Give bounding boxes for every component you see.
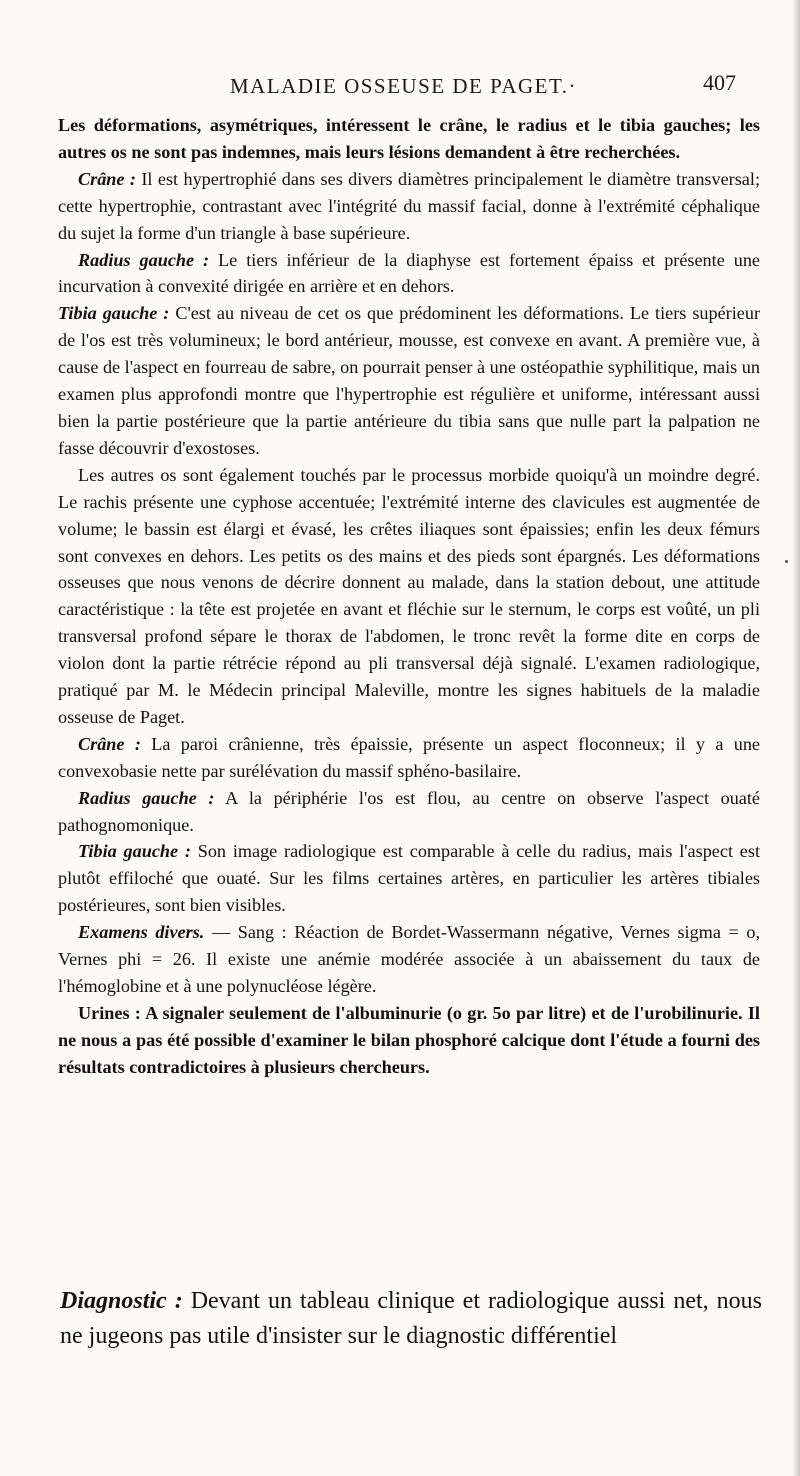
diagnostic-section — [60, 1284, 762, 1354]
paragraph-label: Radius gauche : — [78, 787, 215, 808]
paragraph-autres-os — [58, 462, 760, 731]
paragraph-label: Tibia gauche : — [58, 303, 170, 324]
page-edge-shadow — [792, 0, 800, 1476]
paragraph-label: Crâne : — [78, 733, 141, 754]
paragraph-text: Les déformations, asymétriques, intéressent le crâne, le radius et le tibia gauches; les autres os ne sont pas indemnes, mais leurs lésions demandent à être recherchées. — [58, 115, 760, 162]
paragraph-examens — [58, 919, 760, 1000]
paragraph-radio-crane — [58, 731, 760, 785]
paragraph-crane — [58, 166, 760, 247]
paragraph-radio-tibia — [58, 838, 760, 919]
paragraph-label: Radius gauche : — [78, 249, 210, 270]
paragraph-text: Son image radiologique est comparable à celle du radius, mais l'aspect est plutôt effiloché que ouaté. Sur les films certaines artères, en particulier les artères tibiales postérieures, sont bien visibles. — [58, 841, 760, 916]
paragraph-radius — [58, 247, 760, 301]
paragraph-text: Les autres os sont également touchés par le processus morbide quoiqu'à un moindre degré. Le rachis présente une cyphose accentuée; l'extrémité interne des clavicules est augmentée de volume; le bassin est élargi et évasé, les crêtes iliaques sont épaissies; enfin les deux fémurs sont convexes en dehors. Les petits os des mains et des pieds sont épargnés. Les déformations osseuses que nous venons de décrire donnent au malade, dans la station debout, une attitude caractéristique : la tête est projetée en avant et fléchie sur le sternum, le corps est voûté, un pli transversal profond sépare le thorax de l'abdomen, le tronc revêt la forme dite en corps de violon dont la partie rétrécie répond au pli transversal déjà signalé. L'examen radiologique, pratiqué par M. le Médecin principal Maleville, montre les signes habituels de la maladie osseuse de Paget. — [58, 464, 760, 727]
running-title: MALADIE OSSEUSE DE PAGET.· — [230, 74, 578, 98]
paragraph-label: Examens divers. — [78, 922, 205, 943]
paragraph-text: A la périphérie l'os est flou, au centre on observe l'aspect ouaté pathognomonique. — [58, 787, 761, 835]
paragraph-deformations — [58, 112, 760, 166]
page-number: 407 — [703, 70, 736, 95]
paragraph-text: Il est hypertrophié dans ses divers diamètres principalement le diamètre transversal; cette hypertrophie, contrastant avec l'intégrité du massif facial, donne à l'extrémité céphalique du sujet la forme d'un triangle à base supérieure. — [58, 168, 760, 243]
paragraph-text: — Sang : Réaction de Bordet-Wassermann négative, Vernes sigma = o, Vernes phi = 26. Il existe une anémie modérée associée à un abaissement du taux de l'hémoglobine et à une polynucléose légère. — [58, 922, 760, 996]
paragraph-text: C'est au niveau de cet os que prédominent les déformations. Le tiers supérieur de l'os est très volumineux; le bord antérieur, mousse, est convexe en avant. A première vue, à cause de l'aspect en fourreau de sabre, on pourrait penser à une ostéopathie syphilitique, mais un examen plus approfondi montre que l'hypertrophie est régulière et uniforme, intéressant aussi bien la partie postérieure que la partie antérieure du tibia sans que nulle part la palpation ne fasse découvrir d'exostoses. — [58, 303, 760, 458]
diagnostic-text: Devant un tableau clinique et radiologique aussi net, nous ne jugeons pas utile d'insister sur le diagnostic différentiel — [60, 1288, 763, 1349]
paragraph-tibia — [58, 300, 760, 461]
body-text — [58, 112, 760, 1081]
paragraph-text: Le tiers inférieur de la diaphyse est fortement épaiss et présente une incurvation à convexité dirigée en arrière et en dehors. — [58, 249, 761, 297]
paragraph-text: La paroi crânienne, très épaissie, présente un aspect floconneux; il y a une convexobasie nette par surélévation du massif sphéno-basilaire. — [58, 733, 760, 781]
paragraph-urines — [58, 1000, 760, 1081]
print-speck — [785, 560, 788, 563]
paragraph-label: Tibia gauche : — [78, 841, 191, 862]
paragraph-label: Crâne : — [78, 168, 136, 189]
diagnostic-label: Diagnostic : — [60, 1288, 183, 1314]
paragraph-radio-radius — [58, 785, 760, 839]
page-header — [60, 68, 750, 102]
paragraph-text: Urines : A signaler seulement de l'albuminurie (o gr. 5o par litre) et de l'urobilinurie. Il ne nous a pas été possible d'examiner le bilan phosphoré calcique dont l'étude a fourni des résultats contradictoires à plusieurs chercheurs. — [58, 1002, 760, 1077]
